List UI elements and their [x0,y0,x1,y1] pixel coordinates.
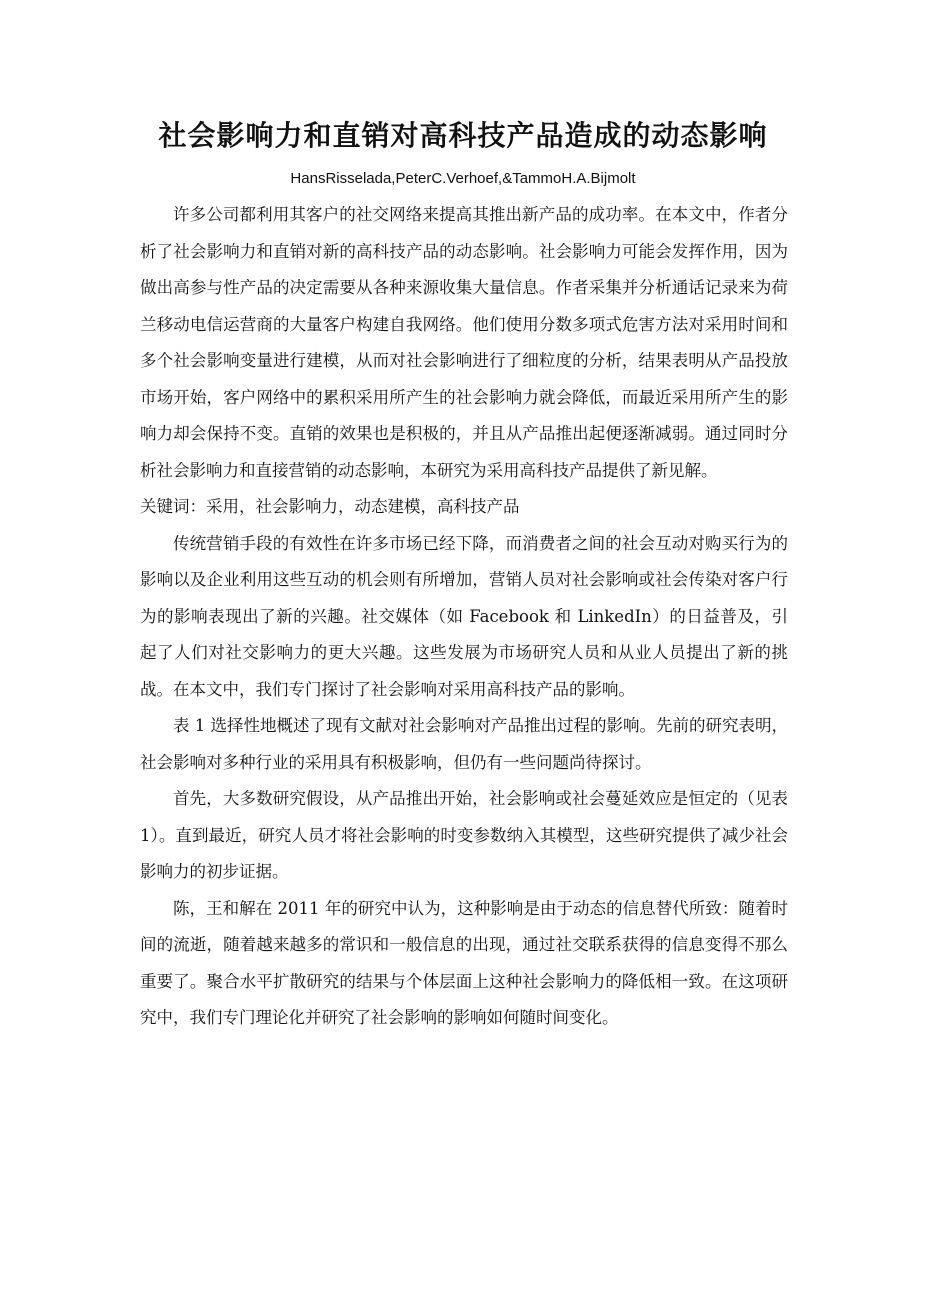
keywords-line: 关键词：采用，社会影响力，动态建模，高科技产品 [140,497,520,516]
author-list: HansRisselada,PeterC.Verhoef,&TammoH.A.Bijmolt [290,170,636,187]
body-paragraph: 表 1 选择性地概述了现有文献对社会影响对产品推出过程的影响。先前的研究表明，社会影响对多种行业的采用具有积极影响，但仍有一些问题尚待探讨。 [140,716,788,772]
body-paragraph: 传统营销手段的有效性在许多市场已经下降，而消费者之间的社会互动对购买行为的影响以及企业利用这些互动的机会则有所增加，营销人员对社会影响或社会传染对客户行为的影响表现出了新的兴趣。社交媒体（如 Facebook 和 LinkedIn）的日益普及，引起了人们对社交影响力的更大兴趣。这些发展为市场研究人员和从业人员提出了新的挑战。在本文中，我们专门探讨了社会影响对采用高科技产品的影响。 [140,533,788,699]
document-title: 社会影响力和直销对高科技产品造成的动态影响 [158,119,768,152]
body-paragraph: 首先，大多数研究假设，从产品推出开始，社会影响或社会蔓延效应是恒定的（见表 1）。直到最近，研究人员才将社会影响的时变参数纳入其模型，这些研究提供了减少社会影响力的初步证据。 [140,789,788,881]
abstract-paragraph: 许多公司都利用其客户的社交网络来提高其推出新产品的成功率。在本文中，作者分析了社会影响力和直销对新的高科技产品的动态影响。社会影响力可能会发挥作用，因为做出高参与性产品的决定需要从各种来源收集大量信息。作者采集并分析通话记录来为荷兰移动电信运营商的大量客户构建自我网络。他们使用分数多项式危害方法对采用时间和多个社会影响变量进行建模，从而对社会影响进行了细粒度的分析，结果表明从产品投放市场开始，客户网络中的累积采用所产生的社会影响力就会降低，而最近采用所产生的影响力却会保持不变。直销的效果也是积极的，并且从产品推出起便逐渐减弱。通过同时分析社会影响力和直接营销的动态影响，本研究为采用高科技产品提供了新见解。 [140,205,788,480]
body-paragraph: 陈，王和解在 2011 年的研究中认为，这种影响是由于动态的信息替代所致：随着时间的流逝，随着越来越多的常识和一般信息的出现，通过社交联系获得的信息变得不那么重要了。聚合水平扩散研究的结果与个体层面上这种社会影响力的降低相一致。在这项研究中，我们专门理论化并研究了社会影响的影响如何随时间变化。 [140,898,788,1027]
document-body [140,197,788,1037]
